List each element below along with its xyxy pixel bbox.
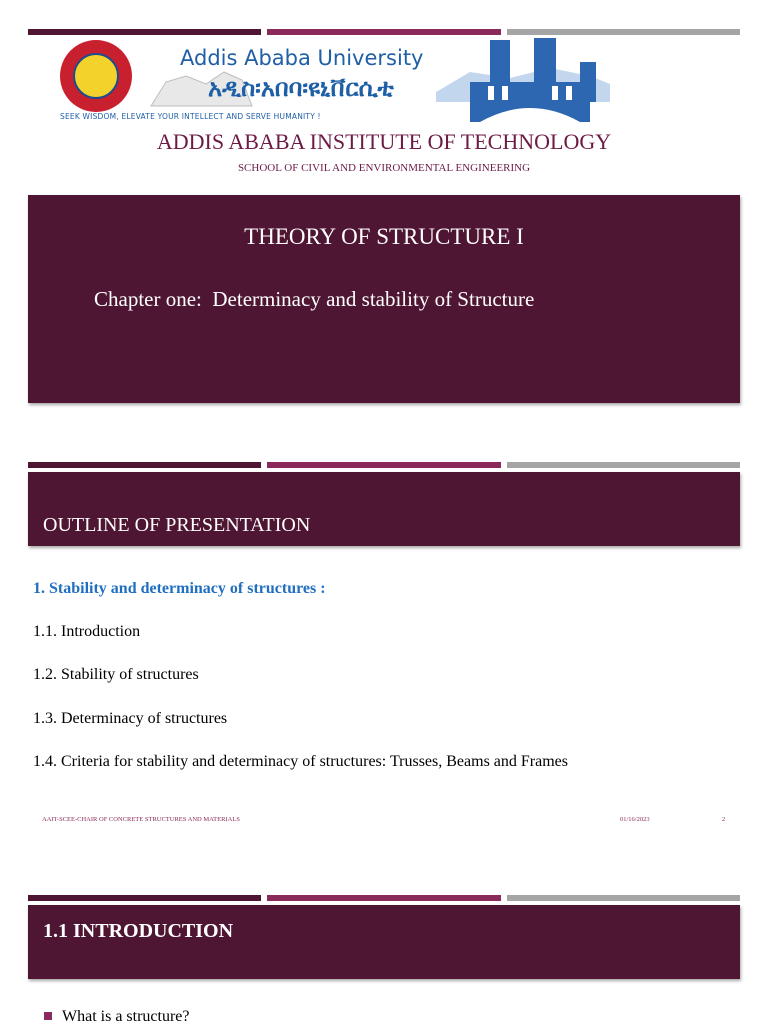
footer-chair: AAIT-SCEE-CHAIR OF CONCRETE STRUCTURES AND MATERIALS (42, 816, 240, 823)
footer-page-number: 2 (722, 816, 726, 823)
bar-magenta (267, 895, 501, 901)
outline-heading: OUTLINE OF PRESENTATION (43, 514, 311, 536)
bullet-text: What is a structure? (62, 1008, 190, 1025)
school-name: SCHOOL OF CIVIL AND ENVIRONMENTAL ENGINEERING (237, 162, 531, 174)
building-graphic-icon (430, 32, 614, 128)
bar-maroon (28, 895, 261, 901)
bar-gray (507, 462, 740, 468)
university-tagline: SEEK WISDOM, ELEVATE YOUR INTELLECT AND SERVE HUMANITY ! (60, 112, 321, 121)
university-name-am: አዲስ፡አበባ፡ዩኒቨርሲቲ (208, 74, 394, 102)
outline-item: 1.2. Stability of structures (33, 666, 199, 683)
university-name-en: Addis Ababa University (180, 46, 424, 70)
bar-magenta (267, 462, 501, 468)
bullet-square-icon (44, 1012, 52, 1020)
outline-item: 1.4. Criteria for stability and determinacy of structures: Trusses, Beams and Frames (33, 753, 569, 770)
outline-item: 1.1. Introduction (33, 623, 141, 640)
outline-item: 1.3. Determinacy of structures (33, 710, 228, 727)
outline-subheading: 1. Stability and determinacy of structures : (33, 580, 326, 597)
course-title: THEORY OF STRUCTURE I (244, 224, 524, 249)
bar-maroon (28, 29, 261, 35)
bar-maroon (28, 462, 261, 468)
seal-center (73, 53, 119, 99)
bar-gray (507, 895, 740, 901)
footer-date: 01/16/2023 (620, 816, 650, 823)
institute-name: ADDIS ABABA INSTITUTE OF TECHNOLOGY (156, 129, 612, 154)
chapter-title: Chapter one: Determinacy and stability of Structure (94, 287, 535, 311)
introduction-heading: 1.1 INTRODUCTION (43, 920, 234, 942)
